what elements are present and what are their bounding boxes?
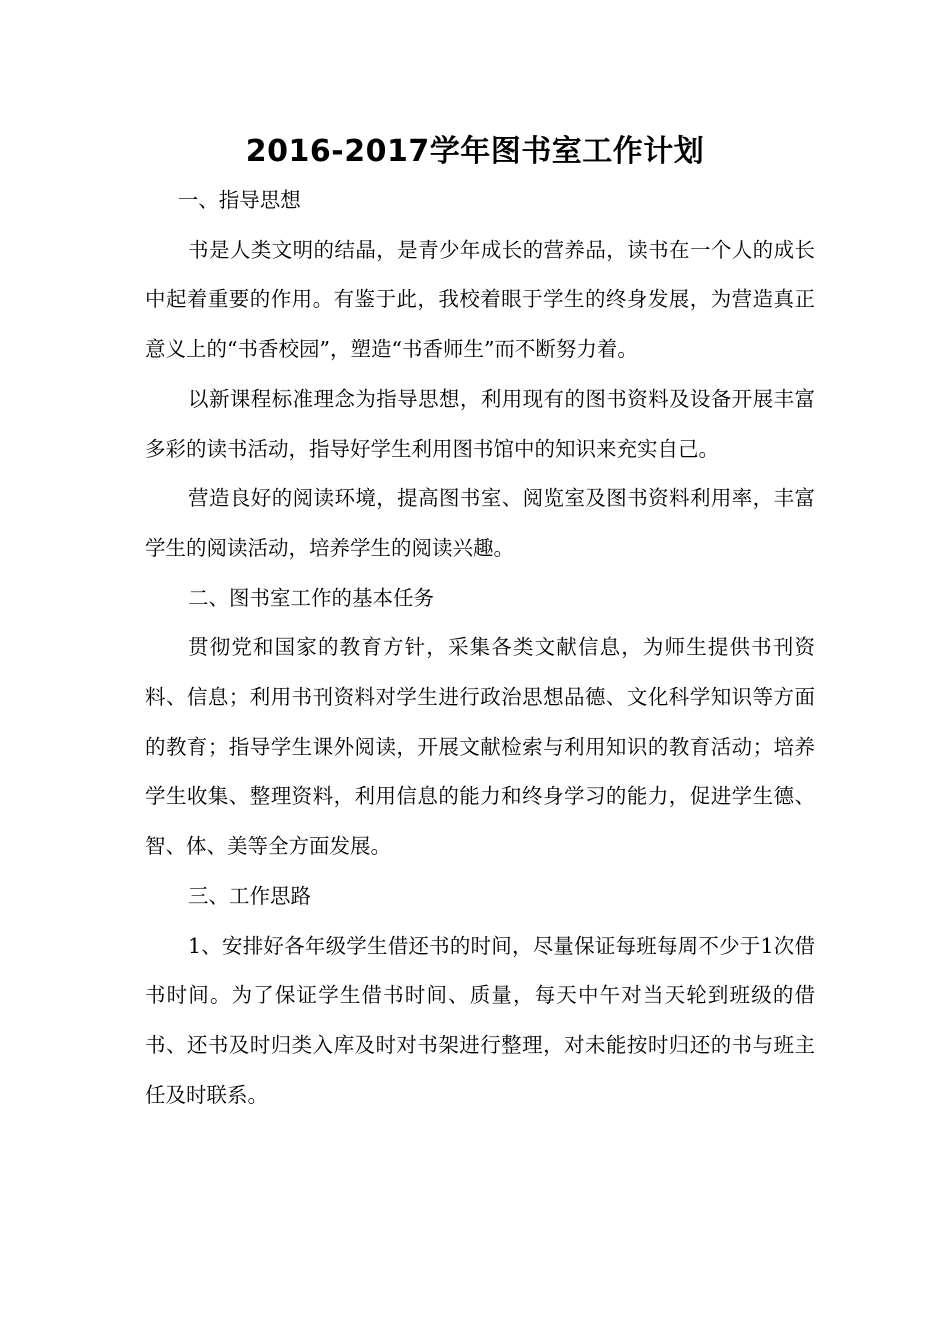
paragraph: 以新课程标准理念为指导思想，利用现有的图书资料及设备开展丰富多彩的读书活动，指导好学生利用图书馆中的知识来充实自己。 xyxy=(145,386,815,461)
paragraph: 贯彻党和国家的教育方针，采集各类文献信息，为师生提供书刊资料、信息；利用书刊资料对学生进行政治思想品德、文化科学知识等方面的教育；指导学生课外阅读，开展文献检索与利用知识的教育活动；培养学生收集、整理资料，利用信息的能力和终身学习的能力，促进学生德、智、体、美等全方面发展。 xyxy=(145,635,815,859)
document-title: 2016-2017学年图书室工作计划 xyxy=(245,134,705,169)
paragraph: 书是人类文明的结晶，是青少年成长的营养品，读书在一个人的成长中起着重要的作用。有鉴于此，我校着眼于学生的终身发展，为营造真正意义上的“书香校园”，塑造“书香师生”而不断努力着。 xyxy=(145,237,815,362)
section-heading-work-approach: 三、工作思路 xyxy=(188,883,312,908)
paragraph: 营造良好的阅读环境，提高图书室、阅览室及图书资料利用率，丰富学生的阅读活动，培养学生的阅读兴趣。 xyxy=(145,486,815,560)
section-heading-basic-tasks: 二、图书室工作的基本任务 xyxy=(188,585,435,610)
paragraph: 1、安排好各年级学生借还书的时间，尽量保证每班每周不少于1次借书时间。为了保证学生借书时间、质量，每天中午对当天轮到班级的借书、还书及时归类入库及时对书架进行整理，对未能按时归还的书与班主任及时联系。 xyxy=(145,933,815,1107)
section-heading-guiding-ideology: 一、指导思想 xyxy=(177,188,301,212)
document-body xyxy=(145,176,815,1120)
